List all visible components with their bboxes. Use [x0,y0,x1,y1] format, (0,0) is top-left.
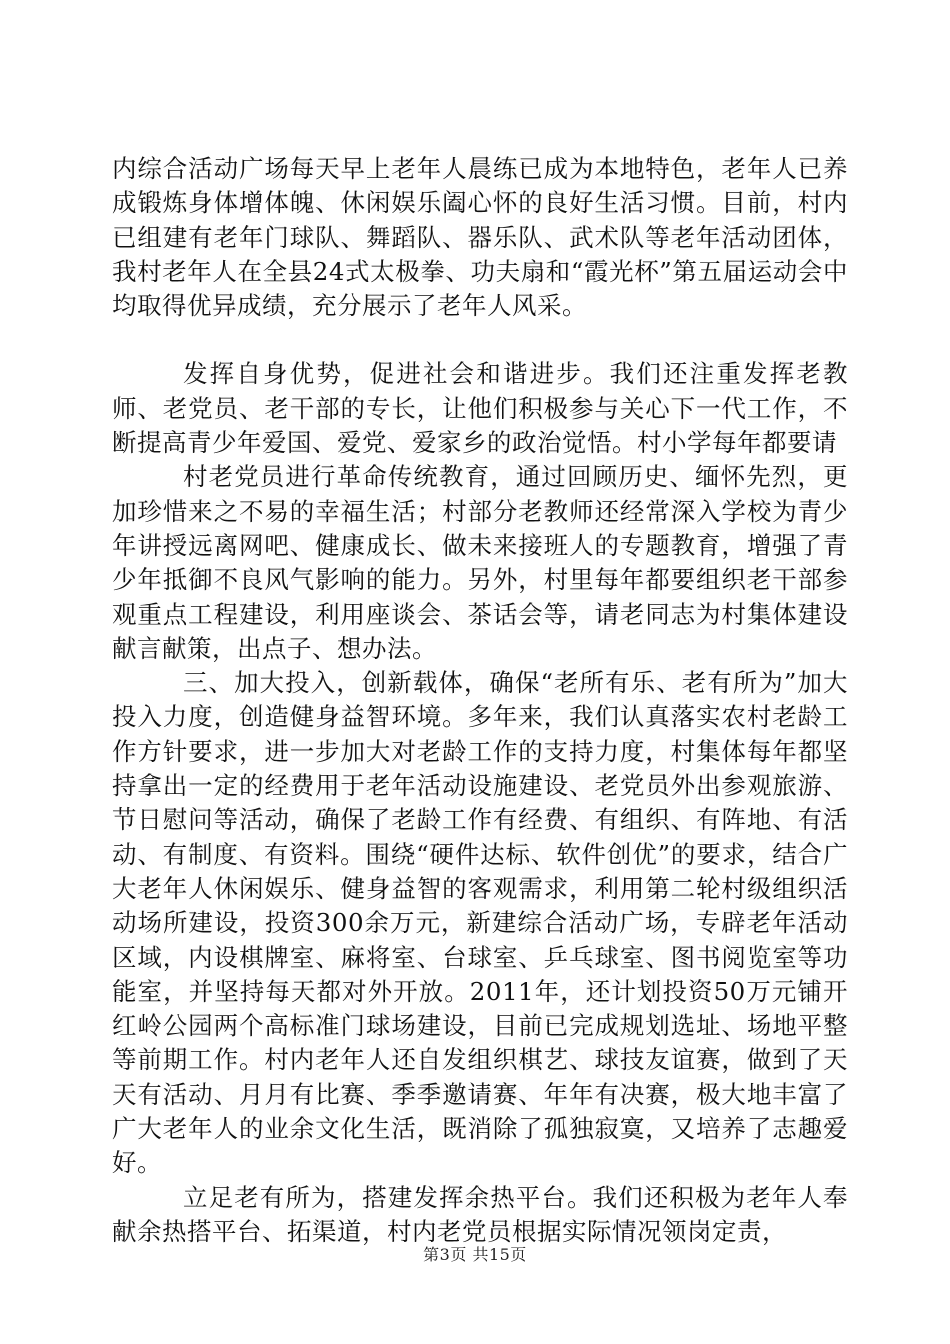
page-footer: 第3页 共15页 [423,1245,527,1264]
document-body [112,152,848,1249]
paragraph-social-harmony: 发挥自身优势，促进社会和谐进步。我们还注重发挥老教师、老党员、老干部的专长，让他们积极参与关心下一代工作，不断提高青少年爱国、爱党、爱家乡的政治觉悟。村小学每年都要请 [112,359,848,458]
paragraph-section-three: 三、加大投入，创新载体，确保“老所有乐、老有所为”加大投入力度，创造健身益智环境。多年来，我们认真落实农村老龄工作方针要求，进一步加大对老龄工作的支持力度，村集体每年都坚持拿出一定的经费用于老年活动设施建设、老党员外出参观旅游、节日慰问等活动，确保了老龄工作有经费、有组织、有阵地、有活动、有制度、有资料。围绕“硬件达标、软件创优”的要求，结合广大老年人休闲娱乐、健身益智的客观需求，利用第二轮村级组织活动场所建设，投资300余万元，新建综合活动广场，专辟老年活动区域，内设棋牌室、麻将室、台球室、乒乓球室、图书阅览室等功能室，并坚持每天都对外开放。2011年，还计划投资50万元铺开红岭公园两个高标准门球场建设，目前已完成规划选址、场地平整等前期工作。村内老年人还自发组织棋艺、球技友谊赛，做到了天天有活动、月月有比赛、季季邀请赛、年年有决赛，极大地丰富了广大老年人的业余文化生活，既消除了孤独寂寞，又培养了志趣爱好。 [112,668,848,1178]
paragraph-party-members: 村老党员进行革命传统教育，通过回顾历史、缅怀先烈，更加珍惜来之不易的幸福生活；村部分老教师还经常深入学校为青少年讲授远离网吧、健康成长、做未来接班人的专题教育，增强了青少年抵御不良风气影响的能力。另外，村里每年都要组织老干部参观重点工程建设，利用座谈会、茶话会等，请老同志为村集体建设献言献策，出点子、想办法。 [112,462,848,663]
paragraph-continuation: 内综合活动广场每天早上老年人晨练已成为本地特色，老年人已养成锻炼身体增体魄、休闲娱乐阖心怀的良好生活习惯。目前，村内已组建有老年门球队、舞蹈队、器乐队、武术队等老年活动团体，我村老年人在全县24式太极拳、功夫扇和“霞光杯”第五届运动会中均取得优异成绩，充分展示了老年人风采。 [112,154,848,321]
paragraph-contribution-platform: 立足老有所为，搭建发挥余热平台。我们还积极为老年人奉献余热搭平台、拓渠道，村内老党员根据实际情况领岗定责， [112,1182,848,1246]
